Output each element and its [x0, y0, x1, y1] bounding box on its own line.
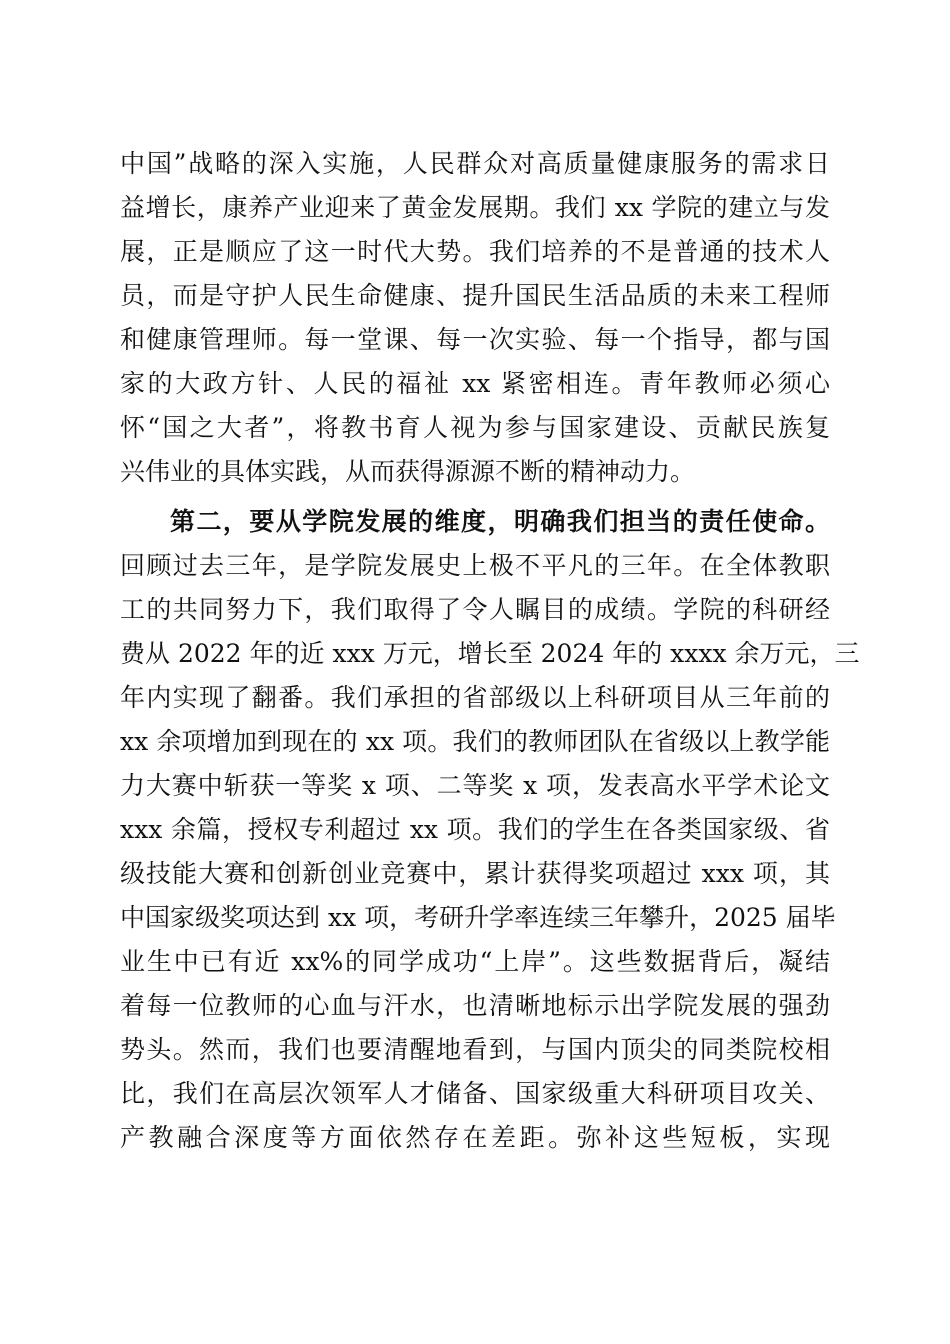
paragraph-line: 力大赛中斩获一等奖 x 项、二等奖 x 项，发表高水平学术论文: [120, 771, 830, 800]
paragraph-line: 势头。然而，我们也要清醒地看到，与国内顶尖的同类院校相: [120, 1035, 830, 1064]
paragraph-line: 比，我们在高层次领军人才储备、国家级重大科研项目攻关、: [120, 1079, 830, 1108]
paragraph-line: 产教融合深度等方面依然存在差距。弥补这些短板，实现: [120, 1123, 830, 1152]
paragraph-line: 家的大政方针、人民的福祉 xx 紧密相连。青年教师必须心: [120, 369, 830, 398]
paragraph-line: xx 余项增加到现在的 xx 项。我们的教师团队在省级以上教学能: [120, 727, 830, 756]
paragraph-line: xxx 余篇，授权专利超过 xx 项。我们的学生在各类国家级、省: [120, 815, 830, 844]
paragraph-line: 兴伟业的具体实践，从而获得源源不断的精神动力。: [120, 457, 696, 486]
paragraph-line: 回顾过去三年，是学院发展史上极不平凡的三年。在全体教职: [120, 551, 830, 580]
paragraph-line: 益增长，康养产业迎来了黄金发展期。我们 xx 学院的建立与发: [120, 193, 830, 222]
paragraph-line: 和健康管理师。每一堂课、每一次实验、每一个指导，都与国: [120, 325, 830, 354]
paragraph-line: 级技能大赛和创新创业竞赛中，累计获得奖项超过 xxx 项，其: [120, 859, 830, 888]
paragraph-line: 怀“国之大者”，将教书育人视为参与国家建设、贡献民族复: [120, 413, 830, 442]
section-heading: 第二，要从学院发展的维度，明确我们担当的责任使命。: [170, 507, 830, 536]
paragraph-line: 年内实现了翻番。我们承担的省部级以上科研项目从三年前的: [120, 683, 830, 712]
paragraph-line: 费从 2022 年的近 xxx 万元，增长至 2024 年的 xxxx 余万元，三: [120, 639, 860, 668]
paragraph-line: 业生中已有近 xx%的同学成功“上岸”。这些数据背后，凝结: [120, 947, 830, 976]
paragraph-line: 中国”战略的深入实施，人民群众对高质量健康服务的需求日: [120, 149, 830, 178]
paragraph-line: 着每一位教师的心血与汗水，也清晰地标示出学院发展的强劲: [120, 991, 830, 1020]
paragraph-line: 工的共同努力下，我们取得了令人瞩目的成绩。学院的科研经: [120, 595, 830, 624]
paragraph-line: 员，而是守护人民生命健康、提升国民生活品质的未来工程师: [120, 281, 830, 310]
paragraph-line: 中国家级奖项达到 xx 项，考研升学率连续三年攀升，2025 届毕: [120, 903, 836, 932]
paragraph-line: 展，正是顺应了这一时代大势。我们培养的不是普通的技术人: [120, 237, 830, 266]
